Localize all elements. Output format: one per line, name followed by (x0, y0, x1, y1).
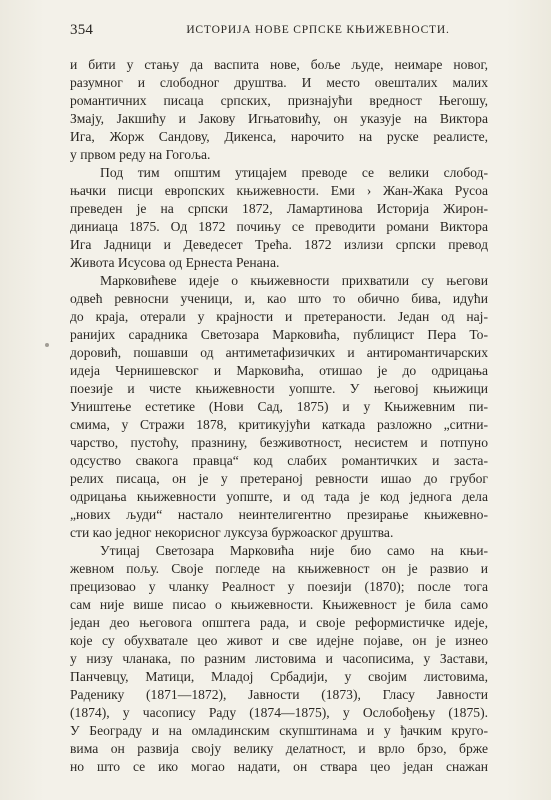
text-line-11: Ига Јадници и Деведесет Трећа. 1872 излизи српски превод (70, 237, 488, 252)
text-line-2: разумног и слободног друштва. И место овешталих малих (70, 75, 488, 90)
text-line-6: у првом реду на Гогоља. (70, 147, 211, 162)
text-line-39: вима он развија своју велику делатност, и врло брзо, брже (70, 741, 488, 756)
text-line-10: диниаца 1875. Од 1872 почињу се преводити романи Виктора (70, 219, 488, 234)
text-line-27: сти као једног некорисног луксуза буржоаског друштва. (70, 525, 394, 540)
text-line-3: романтичних писаца српских, признајући вредност Његошу, (70, 93, 488, 108)
text-line-31: сам није више писао о књижевности. Књижевност је била само (70, 597, 488, 612)
page-number: 354 (70, 22, 94, 38)
text-line-9: преведен је на српски 1872, Ламартинова Историја Жирон- (70, 201, 488, 216)
text-line-13: Марковићеве идеје о књижевности прихватили су његови (100, 273, 488, 288)
text-line-32: један део његовога општега рада, и своје реформистичке идеје, (70, 615, 488, 630)
text-line-15: до краја, отерали у крајности и претераности. Један од нај- (70, 309, 488, 324)
running-head: ИСТОРИЈА НОВЕ СРПСКЕ КЊИЖЕВНОСТИ. (186, 24, 450, 36)
text-line-30: прецизовао у чланку Реалност у поезији (1870); после тога (70, 579, 488, 594)
text-line-17: доровић, пошавши од антиметафизичких и антиромантичарских (70, 345, 488, 360)
text-line-7: Под тим општим утицајем преводе се велики слобод- (100, 165, 488, 180)
text-line-28: Утицај Светозара Марковића није био само на књи- (100, 543, 488, 558)
text-line-23: одсуство свакога правца“ код слабих романтичких и застa- (70, 453, 488, 468)
page-body-text (70, 56, 488, 776)
text-line-33: које су обухватале цео живот и све идејне појаве, он је изнео (70, 633, 488, 648)
text-line-4: Змају, Јакшићу и Јакову Игњатовићу, он указује на Виктора (70, 111, 488, 126)
text-line-22: чарство, пустоћу, празнину, безживотност, несистем и потпуно (70, 435, 488, 450)
text-line-20: Уништење естетике (Нови Сад, 1875) и у Књижевним пи- (70, 399, 488, 414)
page-header (70, 22, 488, 38)
text-line-38: У Београду и на омладинским скупштинама и у ђачким круго- (70, 723, 488, 738)
text-line-24: релих писаца, он је у претераној ревности ишао до грубог (70, 471, 488, 486)
text-line-29: жевном пољу. Своје погледе на књижевност он је развио и (70, 561, 488, 576)
text-line-14: одвећ ревносни ученици, и, као што то обично бива, идући (70, 291, 488, 306)
text-line-26: „нових људи“ настало неинтелигентно презирање књижевно- (70, 507, 488, 522)
text-line-35: Панчевцу, Матици, Младој Србадији, у својим листовима, (70, 669, 488, 684)
text-line-8: њачки писци европских књижевности. Еми › Жан-Жака Русоа (70, 183, 488, 198)
text-line-40: но што се ико могао надати, он ствара цео један снажан (70, 759, 488, 774)
text-line-34: у низу чланака, по разним листовима и часописима, у Застави, (70, 651, 488, 666)
margin-dot-mark (45, 343, 49, 347)
text-line-12: Живота Исусова од Ернеста Ренана. (70, 255, 280, 270)
text-line-1: и бити у стању да васпита нове, боље људе, неимаре новог, (70, 57, 488, 72)
text-line-5: Ига, Жорж Сандову, Дикенса, нарочито на руске реалисте, (70, 129, 488, 144)
text-line-36: Раденику (1871—1872), Јавности (1873), Гласу Јавности (70, 687, 488, 702)
text-line-21: смима, у Стражи 1878, критикујући каткада разложно „ситни- (70, 417, 488, 432)
text-line-16: ранијих сарадника Светозара Марковића, публицист Пера То- (70, 327, 488, 342)
text-line-25: одрицања књижевности уопште, и од тада је код једнога дела (70, 489, 488, 504)
text-line-19: поезије и чисте књижевности уопште. У његовој књижици (70, 381, 488, 396)
text-line-18: идеја Чернишевског и Марковића, отишао је до одрицања (70, 363, 488, 378)
text-line-37: (1874), у часопису Раду (1874—1875), у Ослобођењу (1875). (70, 705, 488, 720)
